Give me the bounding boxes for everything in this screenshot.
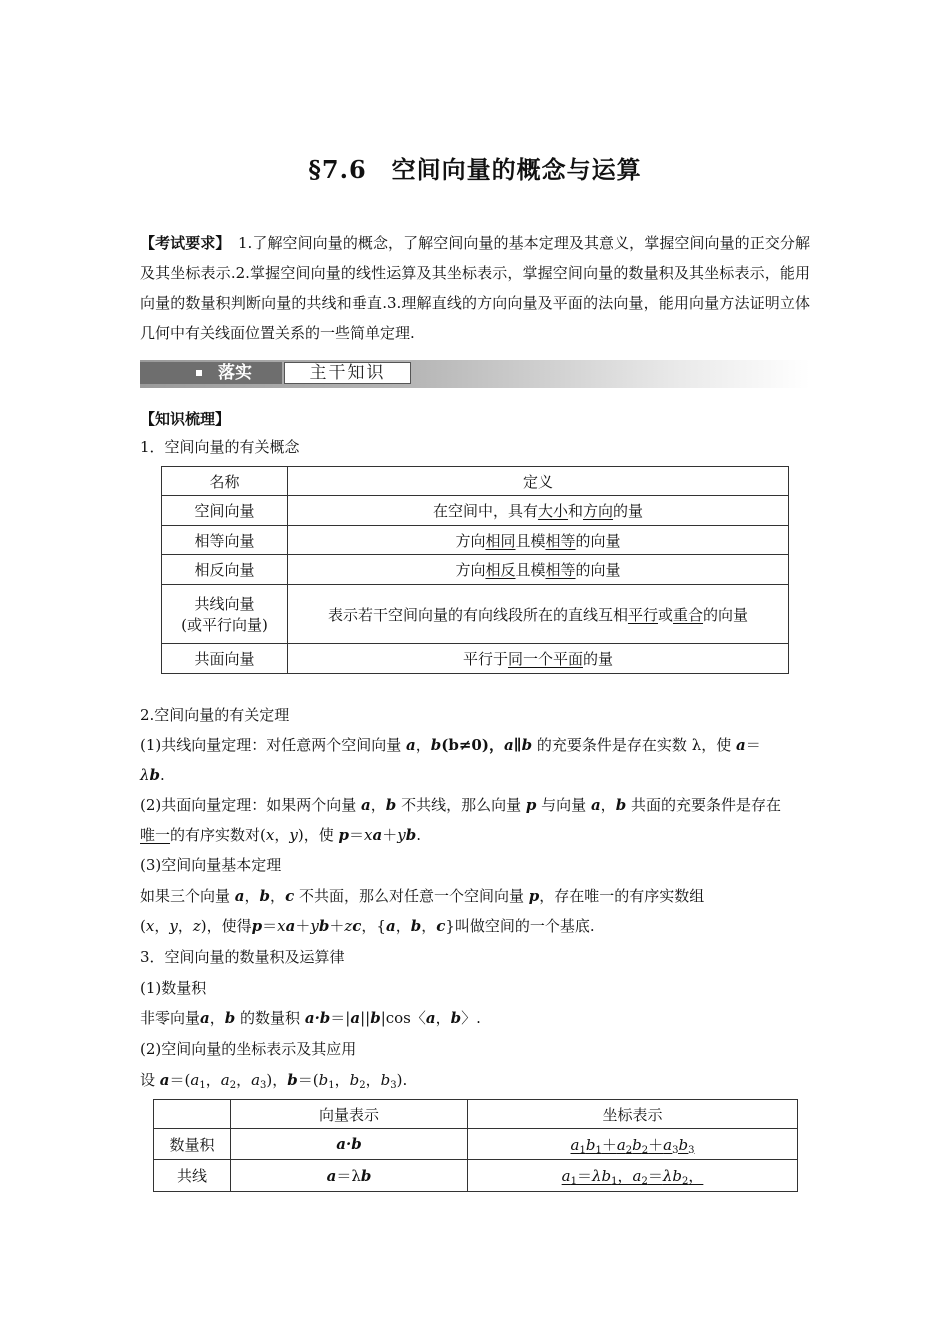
coordinate-table bbox=[153, 1099, 798, 1192]
collinear-theorem: (1)共线向量定理：对任意两个空间向量 a，b(b≠0)，a∥b 的充要条件是存在实数 λ，使 a＝ λb. bbox=[140, 736, 761, 784]
table-row bbox=[162, 644, 789, 674]
definition-cell: 表示若干空间向量的有向线段所在的直线互相平行或重合的向量 bbox=[288, 585, 789, 644]
banner-left-label: 落实 bbox=[218, 363, 252, 383]
table-row bbox=[162, 526, 789, 555]
table-row bbox=[154, 1129, 798, 1160]
vector-form-cell: a·b bbox=[231, 1129, 468, 1160]
definition-cell: 平行于同一个平面的量 bbox=[288, 644, 789, 674]
basis-theorem: 如果三个向量 a，b，c 不共面，那么对任意一个空间向量 p，存在唯一的有序实数组 (x，y，z)，使得p＝xa＋yb＋zc，{a，b，c}叫做空间的一个基底. bbox=[140, 887, 705, 935]
banner-right: 主干知识 bbox=[284, 362, 411, 384]
coord-def: 设 $a=(a_1$，$a_2$，$a_3$)，$b=(b_1$，$b_2$，$b_3$). bbox=[140, 1071, 408, 1091]
term-cell: 共线向量 (或平行向量) bbox=[162, 585, 288, 644]
header-cell: 向量表示 bbox=[231, 1100, 468, 1129]
coordinate-form-cell: $a_1b_1+a_2b_2+a_3b_3$ bbox=[468, 1129, 798, 1160]
term-cell: 空间向量 bbox=[162, 496, 288, 526]
table-row bbox=[154, 1160, 798, 1192]
item3-title: 3．空间向量的数量积及运算律 bbox=[140, 948, 345, 966]
dot-product-def: 非零向量a，b 的数量积 a·b＝|a||b|cos〈a，b〉. bbox=[140, 1009, 481, 1027]
term-cell: 相反向量 bbox=[162, 555, 288, 585]
definition-cell: 在空间中，具有大小和方向的量 bbox=[288, 496, 789, 526]
term-cell: 共线 bbox=[154, 1160, 231, 1192]
term-cell: 相等向量 bbox=[162, 526, 288, 555]
requirements-text: 1.了解空间向量的概念，了解空间向量的基本定理及其意义，掌握空间向量的正交分解及其坐标表示.2.掌握空间向量的线性运算及其坐标表示，掌握空间向量的数量积及其坐标表示，能用向量的数量积判断向量的共线和垂直.3.理解直线的方向向量及平面的法向量，能用向量方法证明立体几何中有关线面位置关系的一些简单定理. bbox=[140, 234, 810, 342]
header-cell: 坐标表示 bbox=[468, 1100, 798, 1129]
concepts-table bbox=[161, 466, 789, 674]
section-label: 【知识梳理】 bbox=[140, 410, 231, 428]
section-banner bbox=[140, 360, 810, 388]
term-cell: 数量积 bbox=[154, 1129, 231, 1160]
square-bullet-icon bbox=[196, 370, 202, 376]
table-row bbox=[162, 555, 789, 585]
table-row bbox=[162, 496, 789, 526]
exam-requirements bbox=[140, 228, 810, 348]
table-row bbox=[162, 585, 789, 644]
item1-title: 1．空间向量的有关概念 bbox=[140, 438, 300, 456]
coordinate-form-cell: $a_1=\lambda b_1$，$a_2=\lambda b_2$， bbox=[468, 1160, 798, 1192]
coord-title: (2)空间向量的坐标表示及其应用 bbox=[140, 1040, 357, 1058]
item2-title: 2.空间向量的有关定理 bbox=[140, 706, 290, 724]
banner-left bbox=[140, 362, 282, 384]
header-cell: 名称 bbox=[162, 467, 288, 496]
vector-form-cell: a＝λb bbox=[231, 1160, 468, 1192]
basis-theorem-title: (3)空间向量基本定理 bbox=[140, 856, 282, 874]
table-header-row bbox=[162, 467, 789, 496]
definition-cell: 方向相反且模相等的向量 bbox=[288, 555, 789, 585]
dot-product-title: (1)数量积 bbox=[140, 979, 207, 997]
definition-cell: 方向相同且模相等的向量 bbox=[288, 526, 789, 555]
page-title: §7.6 空间向量的概念与运算 bbox=[308, 155, 642, 184]
requirements-label: 【考试要求】 bbox=[140, 234, 223, 252]
header-cell: 定义 bbox=[288, 467, 789, 496]
header-cell bbox=[154, 1100, 231, 1129]
term-cell: 共面向量 bbox=[162, 644, 288, 674]
table-header-row bbox=[154, 1100, 798, 1129]
coplanar-theorem: (2)共面向量定理：如果两个向量 a，b 不共线，那么向量 p 与向量 a，b 共面的充要条件是存在 唯一的有序实数对(x，y)，使 p＝xa＋yb. bbox=[140, 796, 781, 844]
